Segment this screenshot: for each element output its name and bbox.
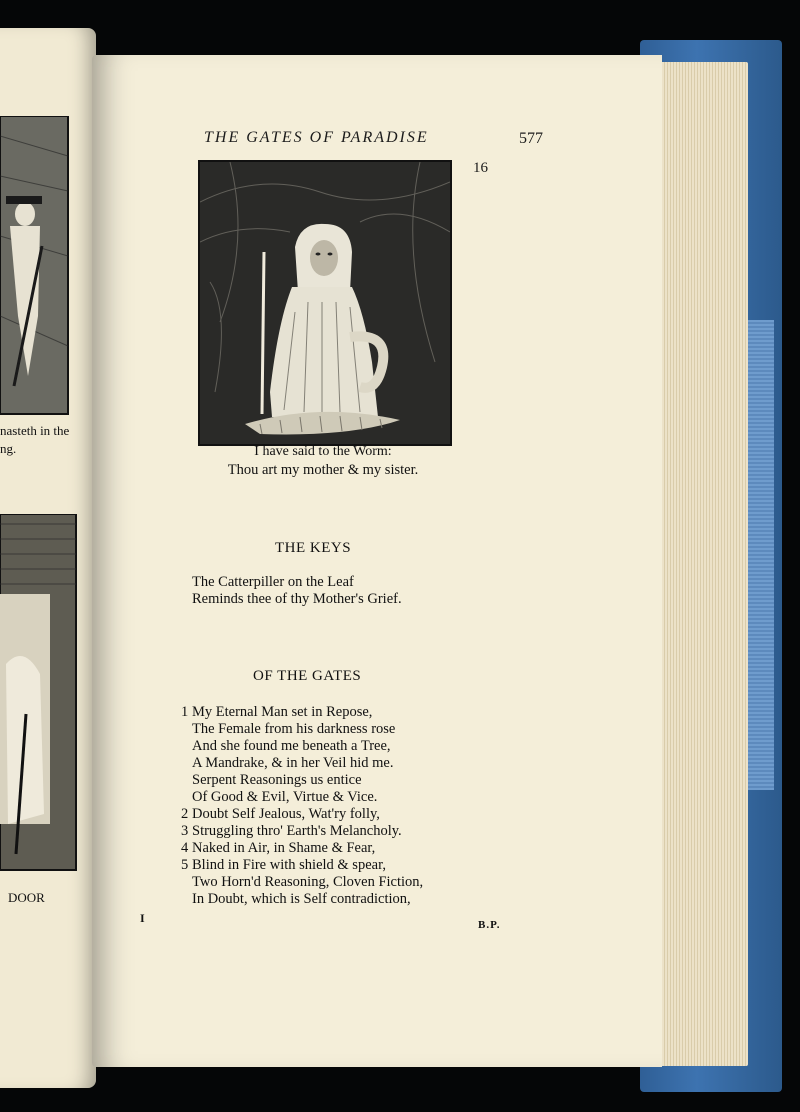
gates-verse-list bbox=[181, 704, 423, 908]
verse-line: And she found me beneath a Tree, bbox=[192, 738, 391, 754]
verse-line: 4 Naked in Air, in Shame & Fear, bbox=[181, 840, 376, 856]
left-engraving-top bbox=[0, 116, 70, 416]
verse-line: 1 My Eternal Man set in Repose, bbox=[181, 704, 373, 720]
verse-line: A Mandrake, & in her Veil hid me. bbox=[192, 755, 394, 771]
plate-caption-line-1: I have said to the Worm: bbox=[254, 444, 392, 459]
left-caption-top-1: nasteth in the bbox=[0, 423, 70, 438]
verse-line: 2 Doubt Self Jealous, Wat'ry folly, bbox=[181, 806, 380, 822]
signature-mark-right: B.P. bbox=[478, 919, 501, 931]
gates-heading: OF THE GATES bbox=[253, 668, 362, 684]
verse-line: Of Good & Evil, Virtue & Vice. bbox=[192, 789, 378, 805]
keys-heading: THE KEYS bbox=[275, 540, 352, 556]
plate-caption-line-2: Thou art my mother & my sister. bbox=[227, 462, 419, 478]
left-caption-top-2: ng. bbox=[0, 441, 17, 456]
page-number: 577 bbox=[519, 130, 543, 147]
left-engraving-bottom bbox=[0, 514, 78, 874]
page-fore-edge bbox=[656, 62, 748, 1066]
verse-line: Serpent Reasonings us entice bbox=[192, 772, 362, 788]
verse-line: 5 Blind in Fire with shield & spear, bbox=[181, 857, 386, 873]
keys-line-2: Reminds thee of thy Mother's Grief. bbox=[192, 591, 402, 607]
running-head: THE GATES OF PARADISE bbox=[204, 129, 429, 146]
book-cloth-spine bbox=[744, 320, 774, 790]
signature-mark-left: I bbox=[140, 911, 145, 925]
left-caption-bottom: DOOR bbox=[8, 890, 45, 905]
plate-number: 16 bbox=[473, 160, 488, 176]
verse-line: 3 Struggling thro' Earth's Melancholy. bbox=[181, 823, 402, 839]
engraving-worm-plate bbox=[198, 160, 452, 446]
left-page bbox=[0, 28, 96, 1088]
verse-line: The Female from his darkness rose bbox=[192, 721, 396, 737]
verse-line: Two Horn'd Reasoning, Cloven Fiction, bbox=[192, 874, 424, 890]
keys-line-1: The Catterpiller on the Leaf bbox=[192, 574, 354, 590]
verse-line: In Doubt, which is Self contradiction, bbox=[192, 891, 411, 907]
